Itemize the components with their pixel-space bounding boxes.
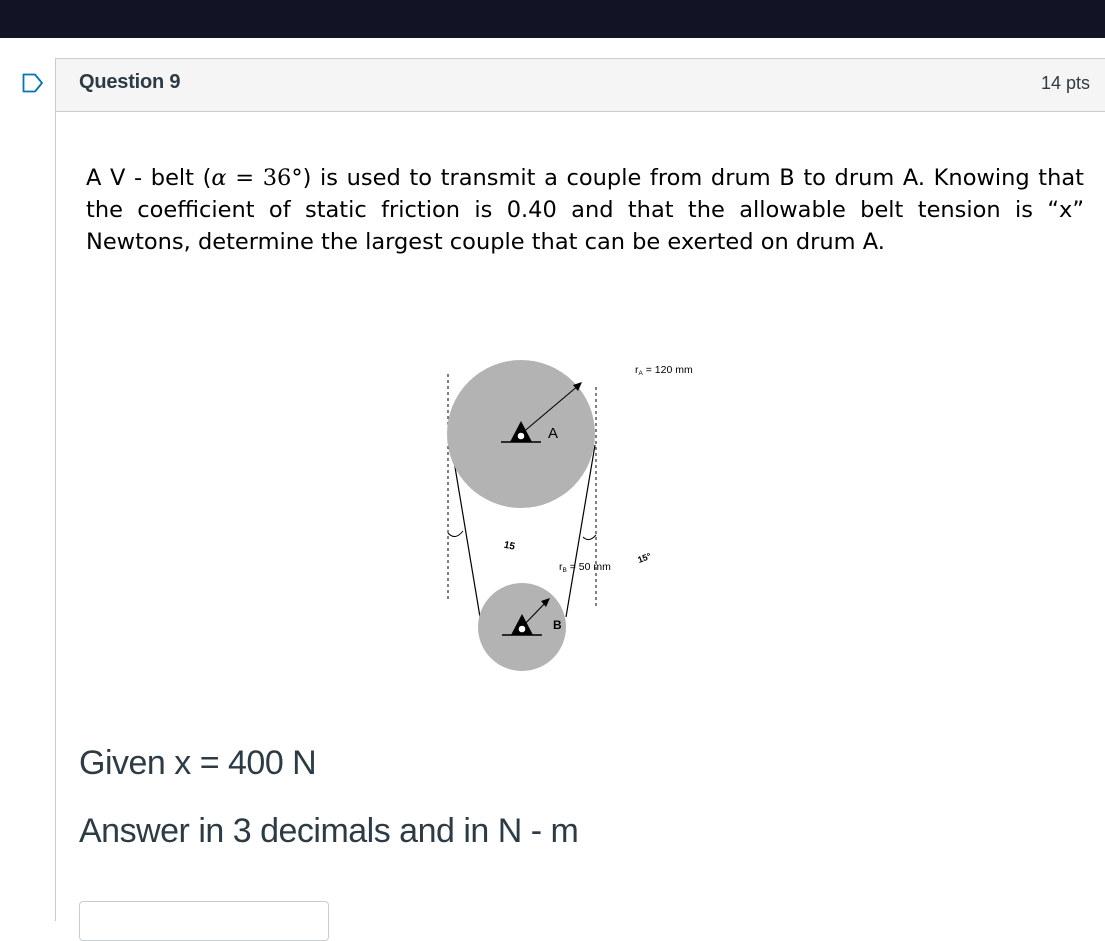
radius-a-text: rA = 120 mm [635, 364, 693, 377]
answer-input[interactable] [79, 901, 329, 941]
flag-question-icon[interactable] [22, 73, 44, 93]
alpha-symbol: α [211, 165, 227, 191]
question-points: 14 pts [1040, 73, 1090, 93]
given-value: Given x = 400 N [79, 744, 317, 782]
problem-statement [86, 162, 1084, 258]
support-b-pin [519, 626, 526, 633]
problem-text-start: A V - belt ( [86, 165, 212, 191]
left-angle-arc [448, 531, 463, 537]
alpha-expression [211, 165, 302, 191]
drum-b-label: B [553, 618, 562, 632]
right-angle-label: 15° [636, 550, 653, 565]
question-header [56, 59, 1105, 112]
radius-b-text: rB = 50 mm [559, 561, 611, 574]
support-a-pin [518, 433, 525, 440]
question-title: Question 9 [79, 71, 181, 93]
alpha-value: = 36° [226, 165, 303, 191]
v-belt-diagram [441, 299, 731, 679]
drum-a-label: A [548, 425, 559, 442]
question-panel [55, 58, 1105, 921]
left-angle-label: 15 [502, 539, 516, 553]
problem-text-end: ) is used to transmit a couple from drum B to drum A. Knowing that the coefficient of static friction is 0.40 and that the allowable belt tension is “x” Newtons, determine the largest couple that can be exerted on drum A. [86, 165, 1084, 255]
right-angle-arc [583, 535, 596, 540]
answer-instructions: Answer in 3 decimals and in N - m [79, 812, 579, 850]
top-navigation-bar [0, 0, 1105, 38]
